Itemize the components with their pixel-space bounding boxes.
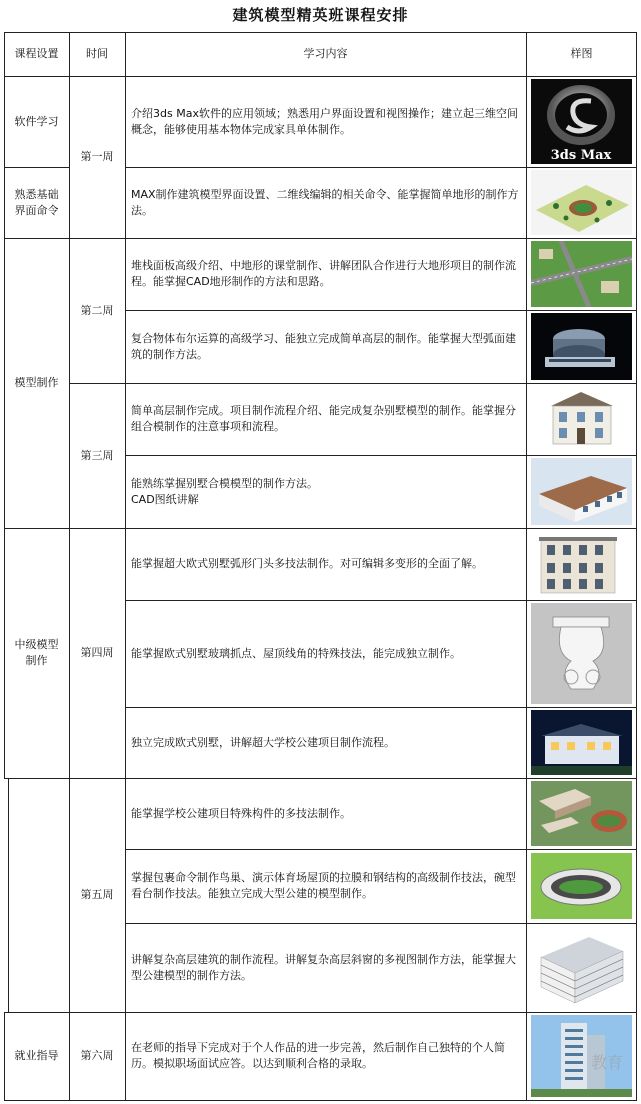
week-2: 第二周	[80, 303, 114, 317]
header-course: 课程设置	[14, 47, 59, 60]
section-intermediate: 中级模型制作	[14, 638, 59, 667]
sample-image-curved-building	[531, 313, 632, 380]
grid-line	[125, 849, 637, 850]
content-row-5: 简单高层制作完成。项目制作流程介绍、能完成复杂别墅模型的制作。能掌握分组合模制作的注意事项和流程。	[131, 404, 516, 433]
header-content: 学习内容	[303, 47, 348, 60]
grid-line	[4, 32, 5, 778]
content-row-6: 能熟练掌握别墅合模模型的制作方法。 CAD图纸讲解	[131, 476, 318, 506]
sample-image-townhouses	[531, 458, 632, 525]
grid-line	[125, 455, 637, 456]
page-title: 建筑模型精英班课程安排	[232, 6, 409, 24]
week-1: 第一周	[80, 150, 114, 163]
sample-image-night-villa	[531, 710, 632, 775]
header-sample: 样图	[570, 47, 593, 60]
grid-line	[4, 32, 637, 33]
grid-line	[125, 310, 637, 311]
grid-line	[4, 76, 637, 77]
content-row-8: 能掌握欧式别墅玻璃抓点、屋顶线角的特殊技法，能完成独立制作。	[131, 646, 461, 660]
content-row-11: 掌握包裹命令制作鸟巢、演示体育场屋顶的拉膜和钢结构的高级制作技法，碗型看台制作技法。能独立完成大型公建的模型制作。	[131, 871, 516, 900]
content-row-13: 在老师的指导下完成对于个人作品的进一步完善，然后制作自己独特的个人简历。模拟职场面试应答。以达到顺利合格的录取。	[131, 1041, 505, 1070]
grid-line	[4, 1100, 637, 1101]
header-time: 时间	[86, 47, 108, 60]
sample-image-terrain	[531, 170, 632, 235]
section-interface: 熟悉基础界面命令	[14, 187, 59, 217]
grid-line	[69, 383, 637, 384]
grid-line	[4, 778, 637, 779]
grid-line	[125, 707, 637, 708]
grid-line	[125, 32, 126, 1101]
sample-image-3dsmax-logo	[531, 79, 632, 164]
content-row-4: 复合物体布尔运算的高级学习、能独立完成简单高层的制作。能掌握大型弧面建筑的制作方法。	[131, 331, 516, 361]
watermark: 教育	[590, 1053, 623, 1072]
grid-line	[125, 600, 637, 601]
grid-line	[69, 32, 70, 1101]
grid-line	[8, 778, 9, 1012]
week-5: 第五周	[80, 888, 114, 901]
content-row-9: 独立完成欧式别墅，讲解超大学校公建项目制作流程。	[131, 735, 395, 749]
grid-line	[4, 528, 637, 529]
week-4: 第四周	[80, 646, 114, 659]
content-row-12: 讲解复杂高层建筑的制作流程。讲解复杂高层斜窗的多视图制作方法，能掌握大型公建模型的制作方法。	[131, 952, 516, 982]
sample-image-european-villa	[531, 531, 632, 597]
content-row-7: 能掌握超大欧式别墅弧形门头多技法制作。对可编辑多变形的全面了解。	[131, 557, 483, 570]
grid-line	[4, 167, 69, 168]
section-modeling: 模型制作	[14, 376, 59, 389]
sample-image-highrise	[531, 927, 632, 1009]
content-row-3: 堆栈面板高级介绍、中地形的课堂制作、讲解团队合作进行大地形项目的制作流程。能掌握CAD地形制作的方法和思路。	[131, 259, 516, 288]
grid-line	[636, 32, 637, 1101]
grid-line	[4, 238, 637, 239]
content-row-2: MAX制作建筑模型界面设置、二维线编辑的相关命令、能掌握简单地形的制作方法。	[131, 187, 519, 217]
sample-image-stadium	[531, 853, 632, 919]
section-software: 软件学习	[14, 114, 59, 128]
sample-image-corbel	[531, 603, 632, 704]
content-row-1: 介绍3ds Max软件的应用领域；熟悉用户界面设置和视图操作；建立起三维空间概念，能够使用基本物体完成家具单体制作。	[131, 106, 518, 136]
grid-line	[4, 1012, 5, 1101]
sample-image-road-terrain	[531, 241, 632, 307]
sample-image-villa	[531, 386, 632, 452]
sample-image-school-campus	[531, 781, 632, 846]
sample-image-label: 3ds Max	[550, 148, 612, 163]
section-employment: 就业指导	[14, 1049, 59, 1062]
grid-line	[4, 1012, 637, 1013]
grid-line	[526, 32, 527, 1101]
content-row-10: 能掌握学校公建项目特殊构件的多技法制作。	[131, 806, 351, 820]
grid-line	[125, 167, 637, 168]
week-6: 第六周	[80, 1049, 114, 1062]
grid-line	[125, 923, 637, 924]
week-3: 第三周	[80, 448, 114, 462]
